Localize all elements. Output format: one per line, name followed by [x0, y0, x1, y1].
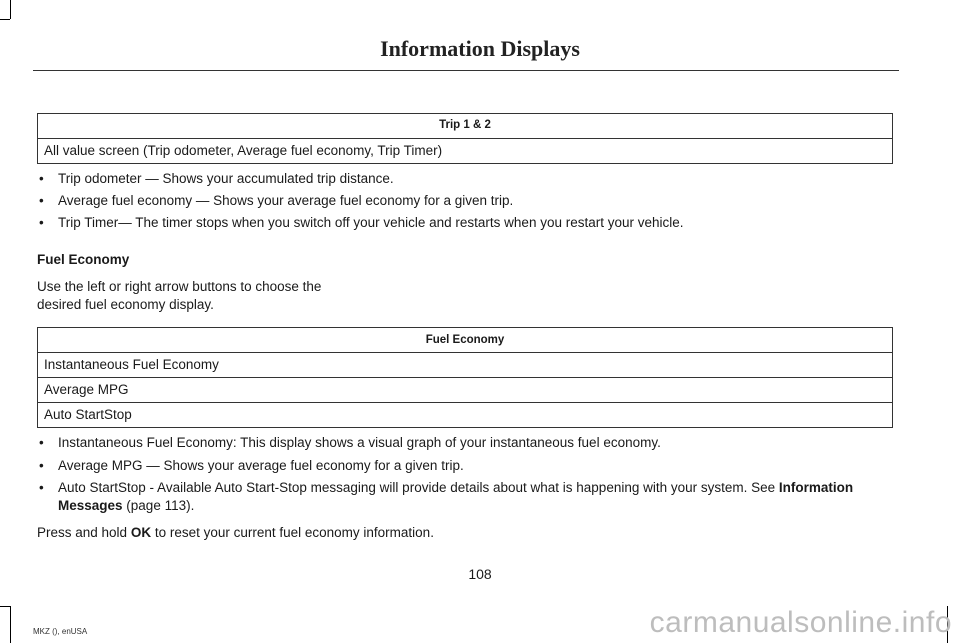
- list-item: • Average fuel economy — Shows your average fuel economy for a given trip.: [37, 192, 893, 210]
- page-content: [37, 113, 893, 542]
- fuel-economy-table: [37, 327, 893, 428]
- table-row: Auto StartStop: [38, 403, 893, 428]
- page-reference: (page 113).: [122, 497, 195, 513]
- footer-code: MKZ (), enUSA: [33, 627, 88, 636]
- watermark: carmanualsonline.info: [649, 606, 952, 639]
- fuel-table-header: Fuel Economy: [38, 328, 893, 353]
- header-divider: [33, 70, 899, 71]
- list-item: • Trip Timer— The timer stops when you switch off your vehicle and restarts when you restart your vehicle.: [37, 214, 893, 232]
- ok-key-label: OK: [130, 525, 152, 541]
- page-title: Information Displays: [380, 36, 580, 61]
- trip-bullet-list: [37, 170, 893, 233]
- crop-mark: [0, 606, 10, 607]
- table-row: All value screen (Trip odometer, Average fuel economy, Trip Timer): [38, 139, 893, 164]
- crop-mark: [10, 606, 11, 643]
- list-item-text: Auto StartStop - Available Auto Start-Stop messaging will provide details about what is happening with your system. See: [58, 479, 779, 495]
- crop-mark: [10, 0, 11, 19]
- section-heading-fuel-economy: Fuel Economy: [37, 251, 130, 267]
- cross-reference-link[interactable]: Information Messages: [58, 479, 854, 513]
- reset-prefix: Press and hold: [37, 525, 131, 541]
- list-item: • Average MPG — Shows your average fuel economy for a given trip.: [37, 457, 893, 475]
- list-item: • Instantaneous Fuel Economy: This display shows a visual graph of your instantaneous fuel economy.: [37, 434, 893, 452]
- page-number: 108: [468, 566, 492, 582]
- list-item: • Trip odometer — Shows your accumulated trip distance.: [37, 170, 893, 188]
- list-item: [37, 479, 893, 515]
- trip-table: [37, 113, 893, 164]
- table-row: Instantaneous Fuel Economy: [38, 353, 893, 378]
- reset-suffix: to reset your current fuel economy information.: [151, 525, 434, 541]
- reset-instruction: [37, 524, 893, 542]
- table-row: Average MPG: [38, 378, 893, 403]
- fuel-bullet-list: [37, 434, 893, 515]
- crop-mark: [0, 19, 10, 20]
- trip-table-header: Trip 1 & 2: [38, 114, 893, 139]
- fuel-intro-paragraph: Use the left or right arrow buttons to choose the desired fuel economy display.: [37, 278, 322, 313]
